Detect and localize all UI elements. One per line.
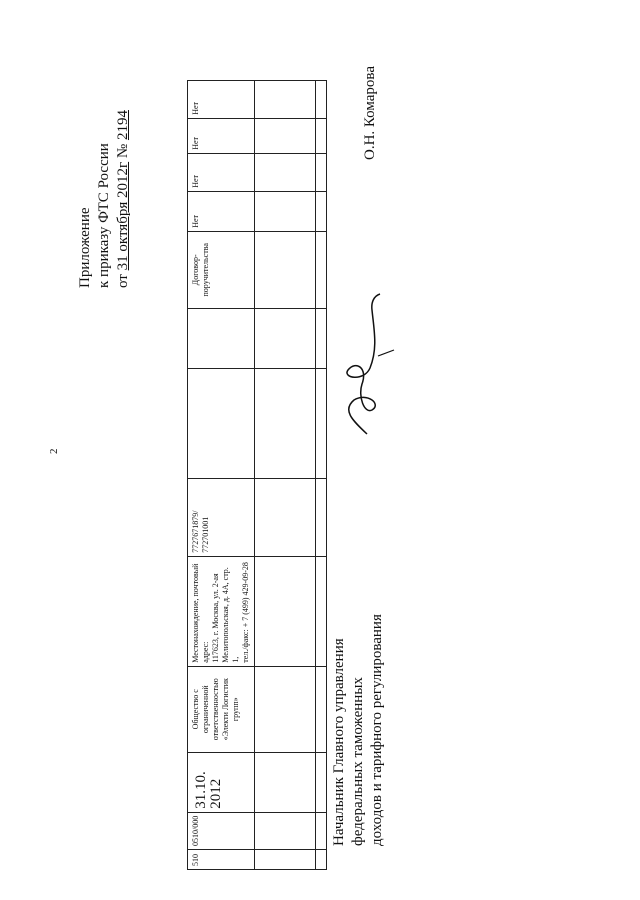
cell-empty-1 [188,368,255,478]
register-table [187,80,327,870]
table-row [188,80,255,869]
cell-net-1: Нет [188,191,255,231]
cell-col1: 510 [188,850,255,870]
signatory-position [330,546,387,846]
appendix-header [76,110,133,288]
cell-col2: 0510/000 [188,812,255,849]
appendix-order-ref: к приказу ФТС России [96,143,112,288]
page-number: 2 [48,448,60,454]
appendix-date-line [114,110,133,288]
cell-net-4: Нет [188,80,255,118]
table-row [255,80,316,869]
cell-net-3: Нет [188,118,255,153]
cell-address: Местонахождение, почтовый адрес: 117623, г. Москва, ул. 2-ая Мелитопольская, д. 4А, стр. 1, тел./факс: + 7 (499) 429-09-28 [188,556,255,666]
handwritten-signature [312,290,402,440]
position-line-2: федеральных таможенных [350,677,366,846]
signer-name: О.Н. Комарова [362,66,378,160]
cell-date: 31.10. 2012 [188,752,255,812]
appendix-number-sign: № [115,143,131,159]
cell-inn-kpp: 7727671879/ 772701001 [188,478,255,556]
cell-contract-type: Договор-поручительства [188,231,255,308]
cell-organization: Общество с ограниченной ответственностью «Электи Логистик групп» [188,666,255,752]
position-line-3: доходов и тарифного регулирования [369,614,385,846]
table-row [316,80,327,869]
position-line-1: Начальник Главного управления [331,638,347,846]
appendix-ot: от [115,274,131,288]
appendix-title: Приложение [77,207,93,288]
cell-net-2: Нет [188,153,255,191]
cell-empty-2 [188,308,255,368]
appendix-number: 2194 [115,110,131,141]
appendix-date: 31 октября 2012г [115,161,131,271]
